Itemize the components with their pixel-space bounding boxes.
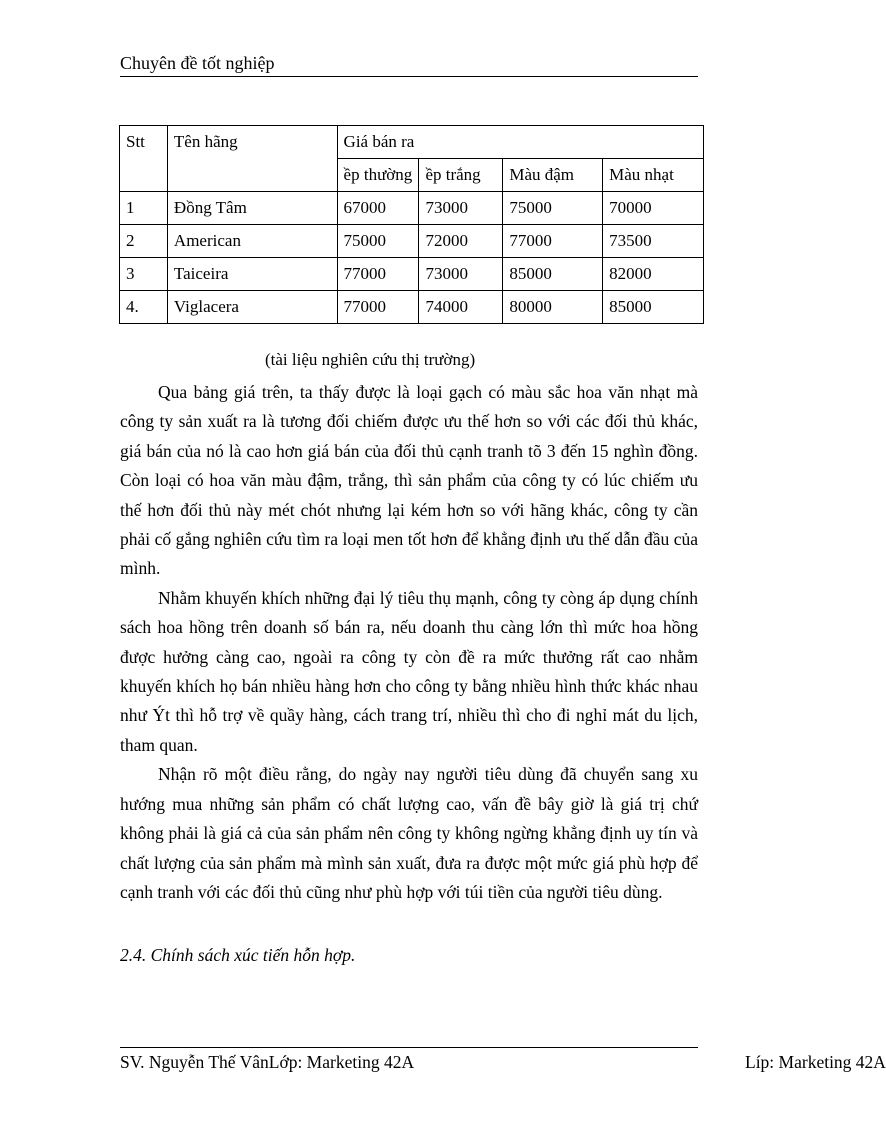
row-price: 77000	[337, 291, 419, 324]
footer-class: Líp: Marketing 42A	[745, 1052, 886, 1072]
row-price: 74000	[419, 291, 503, 324]
row-price: 77000	[337, 258, 419, 291]
row-stt: 4.	[120, 291, 168, 324]
footer-divider	[120, 1047, 698, 1048]
row-stt: 2	[120, 225, 168, 258]
row-price: 82000	[603, 258, 704, 291]
table-header-row	[120, 126, 704, 159]
row-price: 85000	[603, 291, 704, 324]
header-brand: Tên hãng	[167, 126, 337, 192]
footer-author: SV. Nguyễn Thế VânLớp: Marketing 42A	[120, 1052, 415, 1072]
row-brand: Taiceira	[167, 258, 337, 291]
price-table	[119, 125, 704, 324]
row-price: 75000	[503, 192, 603, 225]
section-title: 2.4. Chính sách xúc tiến hỗn hợp.	[120, 945, 356, 965]
row-price: 73000	[419, 192, 503, 225]
row-stt: 3	[120, 258, 168, 291]
subheader-cell: Màu nhạt	[603, 159, 704, 192]
row-stt: 1	[120, 192, 168, 225]
table-row	[120, 258, 704, 291]
paragraph: Qua bảng giá trên, ta thấy được là loại gạch có màu sắc hoa văn nhạt mà công ty sản xuất ra là tương đối chiếm được ưu thế hơn so với các đối thủ khác, giá bán của nó là cao hơn giá bán của đối thủ cạnh tranh tõ 3 đến 15 nghìn đồng. Còn loại có hoa văn màu đậm, trắng, thì sản phẩm của công ty có lúc chiếm ưu thế hơn đối thủ này mét chót nhưng lại kém hơn so với hãng khác, công ty cần phải cố gắng nghiên cứu tìm ra loại men tốt hơn để khẳng định ưu thế dẫn đầu của mình.	[120, 382, 698, 579]
table-caption: (tài liệu nghiên cứu thị trường)	[265, 350, 476, 369]
table-row	[120, 225, 704, 258]
header-price: Giá bán ra	[337, 126, 703, 159]
header-stt: Stt	[120, 126, 168, 192]
table-row	[120, 291, 704, 324]
subheader-cell: Màu đậm	[503, 159, 603, 192]
page-header: Chuyên đề tốt nghiệp	[120, 52, 698, 77]
row-price: 67000	[337, 192, 419, 225]
row-brand: American	[167, 225, 337, 258]
row-brand: Viglacera	[167, 291, 337, 324]
body-text	[120, 378, 698, 907]
row-price: 77000	[503, 225, 603, 258]
row-price: 73500	[603, 225, 704, 258]
row-price: 70000	[603, 192, 704, 225]
row-brand: Đồng Tâm	[167, 192, 337, 225]
table-row	[120, 192, 704, 225]
paragraph: Nhận rõ một điều rằng, do ngày nay người tiêu dùng đã chuyển sang xu hướng mua những sản phẩm có chất lượng cao, vấn đề bây giờ là giá trị chứ không phải là giá cả của sản phẩm nên công ty không ngừng khẳng định uy tín và chất lượng của sản phẩm mà mình sản xuất, đưa ra được một mức giá phù hợp để cạnh tranh với các đối thủ cũng như phù hợp với túi tiền của người tiêu dùng.	[120, 764, 698, 902]
row-price: 85000	[503, 258, 603, 291]
subheader-cell: ềp thường	[337, 159, 419, 192]
row-price: 73000	[419, 258, 503, 291]
row-price: 75000	[337, 225, 419, 258]
row-price: 80000	[503, 291, 603, 324]
subheader-cell: ềp trắng	[419, 159, 503, 192]
row-price: 72000	[419, 225, 503, 258]
paragraph: Nhằm khuyến khích những đại lý tiêu thụ mạnh, công ty còng áp dụng chính sách hoa hồng trên doanh số bán ra, nếu doanh thu càng lớn thì mức hoa hồng được hưởng càng cao, ngoài ra công ty còn đề ra mức thưởng rất cao nhằm khuyến khích họ bán nhiều hàng hơn cho công ty bằng nhiều hình thức khác nhau như Ýt thì hỗ trợ về quầy hàng, cách trang trí, nhiều thì cho đi nghỉ mát du lịch, tham quan.	[120, 587, 698, 755]
